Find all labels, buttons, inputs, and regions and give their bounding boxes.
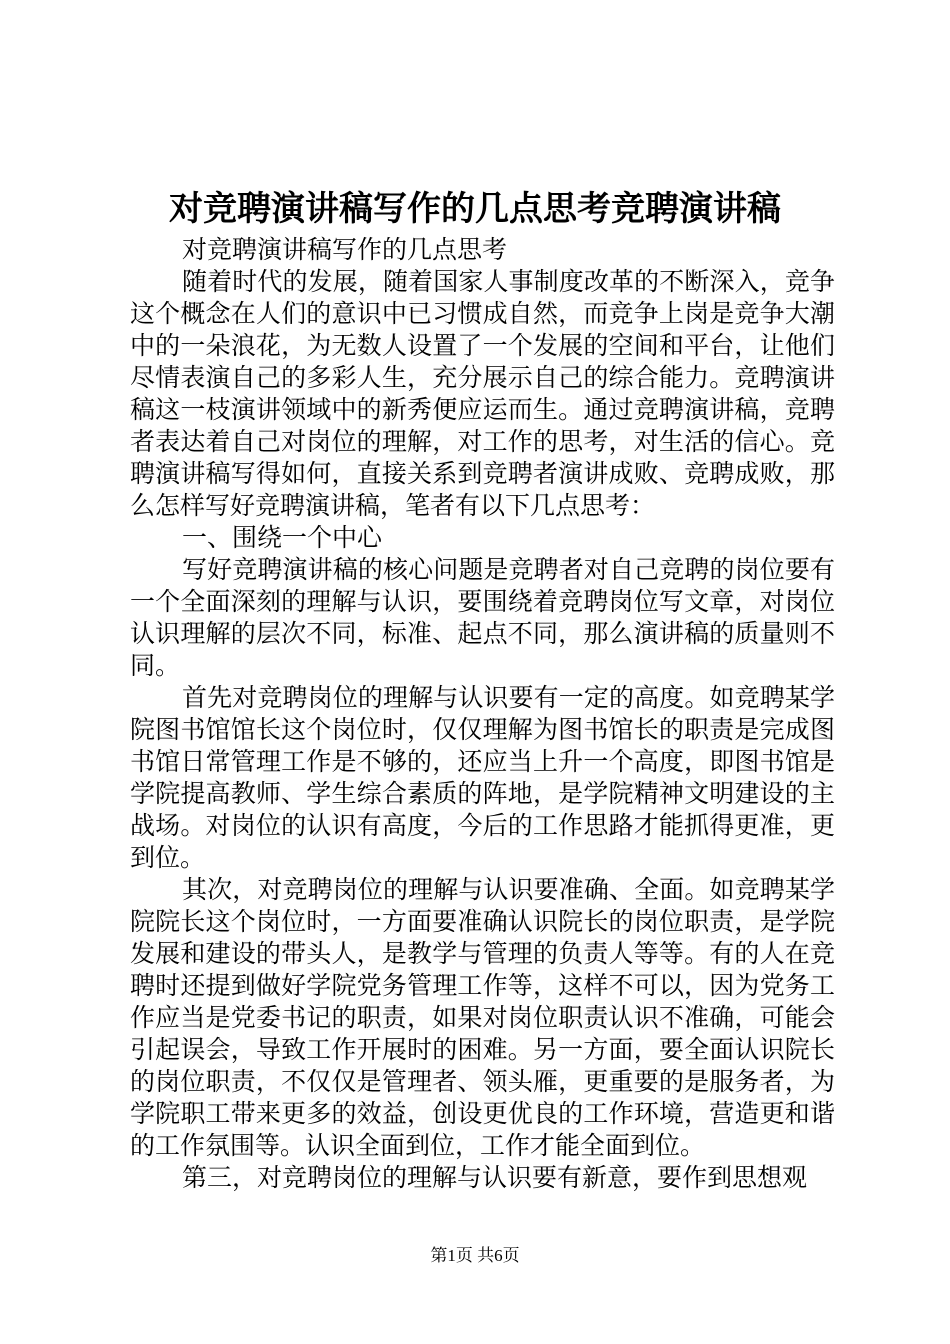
body-paragraph: 首先对竞聘岗位的理解与认识要有一定的高度。如竞聘某学院图书馆馆长这个岗位时，仅仅理解为图书馆长的职责是完成图书馆日常管理工作是不够的，还应当上升一个高度，即图书馆是学院提高教师、学生综合素质的阵地，是学院精神文明建设的主战场。对岗位的认识有高度，今后的工作思路才能抓得更准，更到位。	[130, 683, 835, 872]
body-paragraph: 其次，对竞聘岗位的理解与认识要准确、全面。如竞聘某学院院长这个岗位时，一方面要准确认识院长的岗位职责，是学院发展和建设的带头人，是教学与管理的负责人等等。有的人在竞聘时还提到做好学院党务管理工作等，这样不可以，因为党务工作应当是党委书记的职责，如果对岗位职责认识不准确，可能会引起误会，导致工作开展时的困难。另一方面，要全面认识院长的岗位职责，不仅仅是管理者、领头雁，更重要的是服务者，为学院职工带来更多的效益，创设更优良的工作环境，营造更和谐的工作氛围等。认识全面到位，工作才能全面到位。	[130, 875, 835, 1160]
page-number-footer: 第1页 共6页	[430, 1246, 520, 1265]
body-paragraph: 写好竞聘演讲稿的核心问题是竞聘者对自己竞聘的岗位要有一个全面深刻的理解与认识，要围绕着竞聘岗位写文章，对岗位认识理解的层次不同，标准、起点不同，那么演讲稿的质量则不同。	[130, 555, 835, 680]
document-title: 对竞聘演讲稿写作的几点思考竞聘演讲稿	[169, 189, 781, 229]
body-paragraph: 第三，对竞聘岗位的理解与认识要有新意，要作到思想观	[182, 1163, 808, 1192]
intro-paragraph: 随着时代的发展，随着国家人事制度改革的不断深入，竞争这个概念在人们的意识中已习惯成自然，而竞争上岗是竞争大潮中的一朵浪花，为无数人设置了一个发展的空间和平台，让他们尽情表演自己的多彩人生，充分展示自己的综合能力。竞聘演讲稿这一枝演讲领域中的新秀便应运而生。通过竞聘演讲稿，竞聘者表达着自己对岗位的理解，对工作的思考，对生活的信心。竞聘演讲稿写得如何，直接关系到竞聘者演讲成败、竞聘成败，那么怎样写好竞聘演讲稿，笔者有以下几点思考：	[130, 267, 835, 520]
document-body	[130, 234, 835, 1194]
subtitle-paragraph: 对竞聘演讲稿写作的几点思考	[182, 235, 508, 264]
section-heading: 一、围绕一个中心	[182, 523, 383, 552]
